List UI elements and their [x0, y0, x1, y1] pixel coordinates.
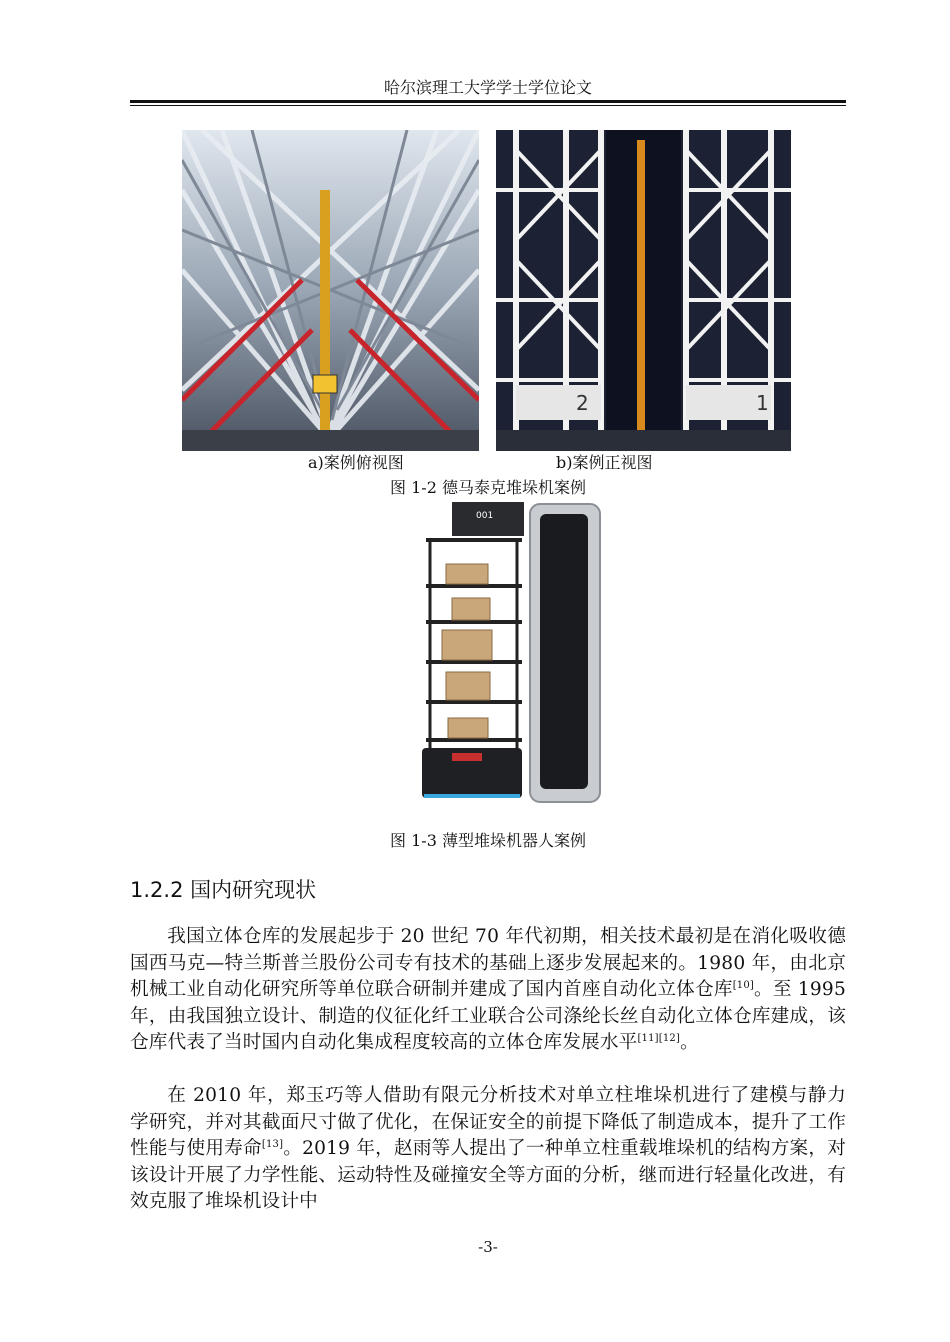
subcaption-a: a)案例俯视图 [308, 453, 404, 472]
section-heading: 1.2.2 国内研究现状 [130, 878, 317, 902]
photo-stacker-robot [412, 498, 612, 818]
paragraph-2-text-a: 在 2010 年，郑玉巧等人借助有限元分析技术对单立柱堆垛机进行了建模与静力学研究，并对其截面尺寸做了优化，在保证安全的前提下降低了制造成本，提升了工作性能与使用寿命 [130, 1085, 846, 1159]
header-rule-thick [130, 100, 846, 103]
figure-caption-1-3: 图 1-3 薄型堆垛机器人案例 [390, 831, 586, 850]
header-rule-thin [130, 105, 846, 106]
paragraph-2 [130, 1083, 846, 1216]
figure-caption-1-2: 图 1-2 德马泰克堆垛机案例 [390, 478, 586, 497]
paragraph-1-text-a: 我国立体仓库的发展起步于 20 世纪 70 年代初期，相关技术最初是在消化吸收德国西马克—特兰斯普兰股份公司专有技术的基础上逐步发展起来的。1980 年，由北京机械工业自动化研究所等单位联合研制并建成了国内首座自动化立体仓库 [130, 926, 846, 1000]
aisle-label-1: 1 [756, 391, 769, 415]
robot-id-label: 001 [476, 511, 494, 521]
paragraph-2-text-b: 。2019 年，赵雨等人提出了一种单立柱重载堆垛机的结构方案，对该设计开展了力学性能、运动特性及碰撞安全等方面的分析，继而进行轻量化改进，有效克服了堆垛机设计中 [130, 1138, 846, 1212]
citation-13: [13] [261, 1139, 284, 1150]
paragraph-1-text-b: 。至 1995 年，由我国独立设计、制造的仪征化纤工业联合公司涤纶长丝自动化立体仓库建成，该仓库代表了当时国内自动化集成程度较高的立体仓库发展水平 [130, 979, 846, 1053]
page-number: -3- [478, 1238, 498, 1256]
paragraph-1-text-c: 。 [680, 1032, 699, 1053]
photo-warehouse-front-view [496, 130, 791, 451]
citation-10: [10] [732, 980, 755, 991]
photo-warehouse-top-view [182, 130, 479, 451]
running-header: 哈尔滨理工大学学士学位论文 [383, 78, 592, 97]
subcaption-b: b)案例正视图 [556, 453, 653, 472]
citation-11-12: [11][12] [637, 1033, 681, 1044]
paragraph-1 [130, 924, 846, 1057]
aisle-label-2: 2 [576, 391, 589, 415]
